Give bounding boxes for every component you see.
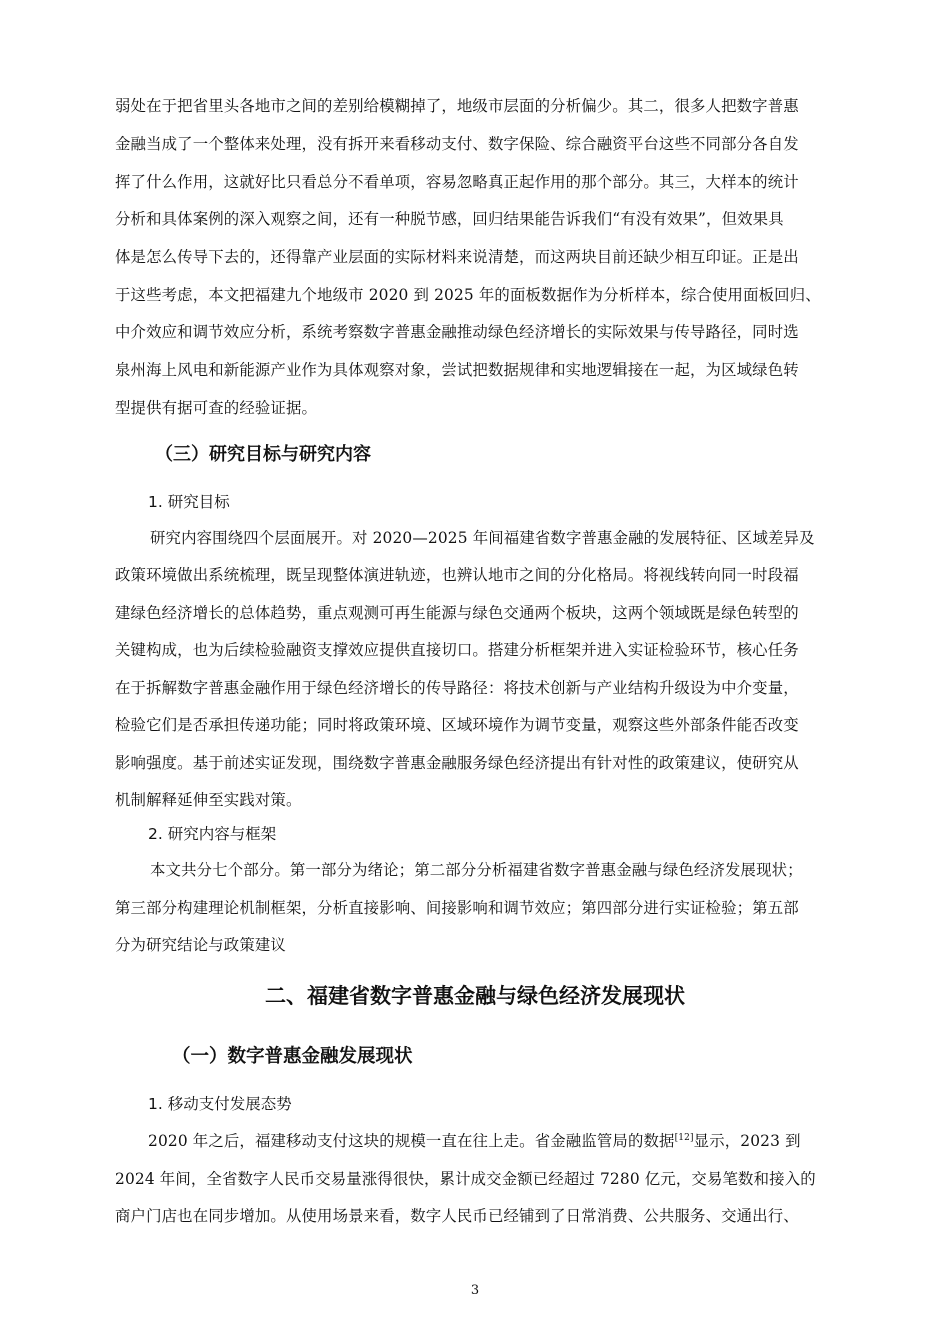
para2-line: 机制解释延伸至实践对策。 [115, 791, 302, 809]
page-number: 3 [470, 1283, 480, 1298]
para4-text: 显示，2023 到 [693, 1132, 801, 1150]
para1-line: 泉州海上风电和新能源产业作为具体观察对象，尝试把数据规律和实地逻辑接在一起，为区域绿色转 [115, 361, 799, 379]
para4-line: 商户门店也在同步增加。从使用场景来看，数字人民币已经铺到了日常消费、公共服务、交通出行、 [115, 1207, 799, 1225]
subheading-research-goal: 1. 研究目标 [148, 493, 230, 511]
para4-text: 2020 年之后，福建移动支付这块的规模一直在往上走。省金融监管局的数据 [148, 1132, 675, 1150]
para1-line: 金融当成了一个整体来处理，没有拆开来看移动支付、数字保险、综合融资平台这些不同部分各自发 [115, 135, 799, 153]
para2-line: 在于拆解数字普惠金融作用于绿色经济增长的传导路径：将技术创新与产业结构升级设为中介变量， [115, 679, 799, 697]
subheading-research-content: 2. 研究内容与框架 [148, 825, 277, 843]
section-heading-research-goals: （三）研究目标与研究内容 [155, 444, 371, 465]
para4-line: 2024 年间，全省数字人民币交易量涨得很快，累计成交金额已经超过 7280 亿元，交易笔数和接入的 [115, 1170, 816, 1188]
para3-line: 第三部分构建理论机制框架，分析直接影响、间接影响和调节效应；第四部分进行实证检验；第五部 [115, 899, 799, 917]
para2-line: 检验它们是否承担传递功能；同时将政策环境、区域环境作为调节变量，观察这些外部条件能否改变 [115, 716, 799, 734]
para2-line: 政策环境做出系统梳理，既呈现整体演进轨迹，也辨认地市之间的分化格局。将视线转向同一时段福 [115, 566, 799, 584]
para1-line: 体是怎么传导下去的，还得靠产业层面的实际材料来说清楚，而这两块目前还缺少相互印证。正是出 [115, 248, 799, 266]
para2-line: 影响强度。基于前述实证发现，围绕数字普惠金融服务绿色经济提出有针对性的政策建议，使研究从 [115, 754, 799, 772]
para3-line: 本文共分七个部分。第一部分为绪论；第二部分分析福建省数字普惠金融与绿色经济发展现状； [150, 861, 803, 879]
para4-line [148, 1129, 868, 1151]
section-heading-dif-status: （一）数字普惠金融发展现状 [172, 1046, 413, 1067]
citation-ref: [12] [674, 1132, 694, 1143]
para1-line: 弱处在于把省里头各地市之间的差别给模糊掉了，地级市层面的分析偏少。其二，很多人把数字普惠 [115, 97, 799, 115]
para2-line: 研究内容围绕四个层面展开。对 2020—2025 年间福建省数字普惠金融的发展特征、区域差异及 [150, 529, 815, 547]
para1-line: 挥了什么作用，这就好比只看总分不看单项，容易忽略真正起作用的那个部分。其三，大样本的统计 [115, 173, 799, 191]
para2-line: 建绿色经济增长的总体趋势，重点观测可再生能源与绿色交通两个板块，这两个领域既是绿色转型的 [115, 604, 799, 622]
subheading-mobile-payment: 1. 移动支付发展态势 [148, 1095, 292, 1113]
para3-line: 分为研究结论与政策建议 [115, 936, 286, 954]
para2-line: 关键构成，也为后续检验融资支撑效应提供直接切口。搭建分析框架并进入实证检验环节，核心任务 [115, 641, 799, 659]
chapter-heading: 二、福建省数字普惠金融与绿色经济发展现状 [265, 984, 685, 1008]
para1-line: 型提供有据可查的经验证据。 [115, 399, 318, 417]
para1-line: 分析和具体案例的深入观察之间，还有一种脱节感，回归结果能告诉我们“有没有效果”，但效果具 [115, 210, 784, 228]
para1-line: 于这些考虑，本文把福建九个地级市 2020 到 2025 年的面板数据作为分析样本，综合使用面板回归、 [115, 286, 821, 304]
para1-line: 中介效应和调节效应分析，系统考察数字普惠金融推动绿色经济增长的实际效果与传导路径，同时选 [115, 323, 799, 341]
